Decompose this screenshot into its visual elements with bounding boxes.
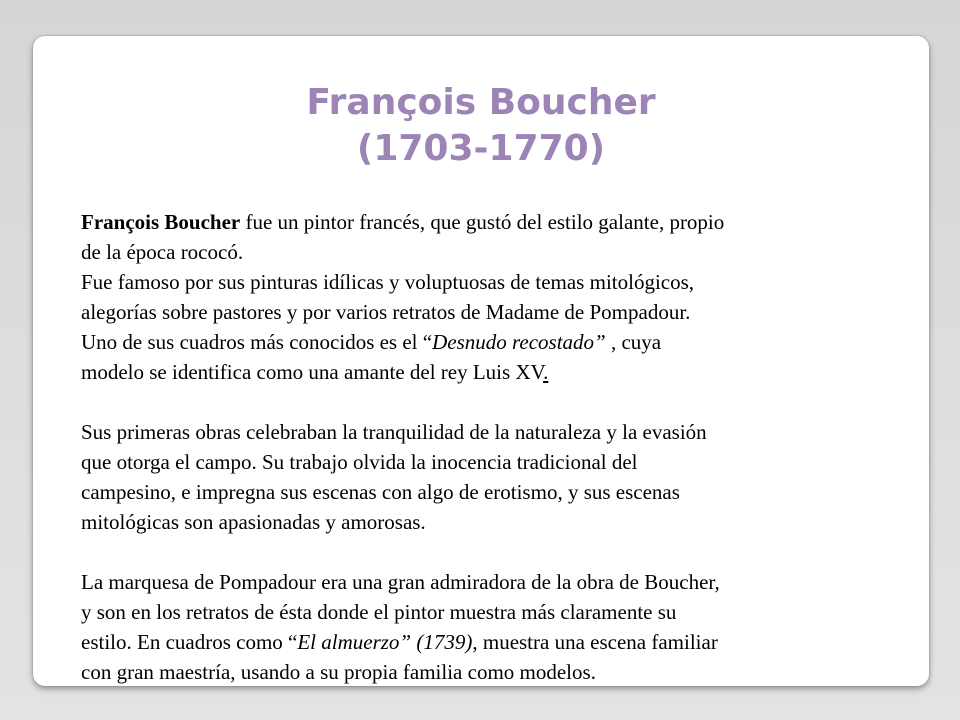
paragraph-1-line-1: François Boucher fue un pintor francés, que gustó del estilo galante, propio [81, 210, 725, 234]
paragraph-2-line-4: mitológicas son apasionadas y amorosas. [81, 510, 426, 534]
paragraph-2-line-3: campesino, e impregna sus escenas con algo de erotismo, y sus escenas [81, 480, 680, 504]
paragraph-1-line-6: modelo se identifica como una amante del rey Luis XV. [81, 360, 549, 384]
painting-title-desnudo: Desnudo recostado” [432, 330, 611, 354]
painting-title-almuerzo: El almuerzo” (1739) [297, 630, 473, 654]
paragraph-gap [81, 387, 901, 417]
paragraph-2-line-2: que otorga el campo. Su trabajo olvida la inocencia tradicional del [81, 450, 638, 474]
title-dates: (1703-1770) [356, 128, 606, 169]
paragraph-gap [81, 537, 901, 567]
artist-name-bold: François Boucher [81, 210, 241, 234]
slide-title [33, 80, 929, 172]
paragraph-3-line-1: La marquesa de Pompadour era una gran admiradora de la obra de Boucher, [81, 570, 720, 594]
title-name: François Boucher [306, 82, 656, 123]
body-text [81, 207, 901, 687]
paragraph-1-line-2: de la época rococó. [81, 240, 244, 264]
paragraph-2-line-1: Sus primeras obras celebraban la tranquilidad de la naturaleza y la evasión [81, 420, 707, 444]
paragraph-1-line-4: alegorías sobre pastores y por varios retratos de Madame de Pompadour. [81, 300, 691, 324]
paragraph-1-line-5: Uno de sus cuadros más conocidos es el “Desnudo recostado” , cuya [81, 330, 662, 354]
paragraph-3-line-3: estilo. En cuadros como “El almuerzo” (1739), muestra una escena familiar [81, 630, 718, 654]
paragraph-3-line-4: con gran maestría, usando a su propia familia como modelos. [81, 660, 596, 684]
paragraph-3-line-2: y son en los retratos de ésta donde el pintor muestra más claramente su [81, 600, 677, 624]
paragraph-1-line-3: Fue famoso por sus pinturas idílicas y voluptuosas de temas mitológicos, [81, 270, 695, 294]
